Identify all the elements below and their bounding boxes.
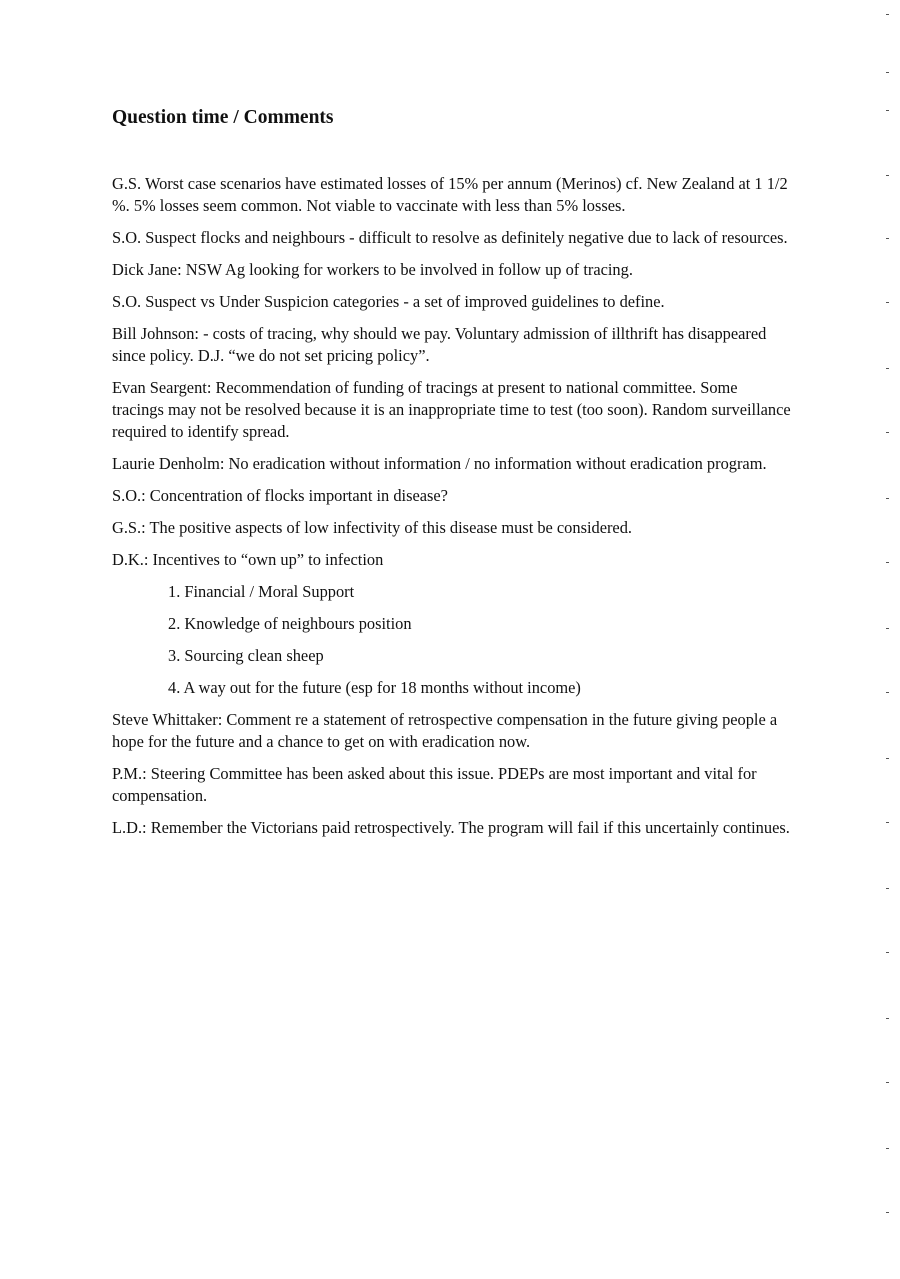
list-item: 1. Financial / Moral Support (168, 582, 355, 601)
scan-edge-artifacts (880, 0, 900, 1279)
comment-paragraph: S.O.: Concentration of flocks important in disease? (112, 486, 448, 505)
incentives-list (112, 581, 792, 699)
comment-paragraph: Laurie Denholm: No eradication without information / no information without eradication program. (112, 454, 767, 473)
list-item: 4. A way out for the future (esp for 18 months without income) (168, 678, 581, 697)
comment-paragraph: S.O. Suspect vs Under Suspicion categories - a set of improved guidelines to define. (112, 292, 665, 311)
page-title: Question time / Comments (112, 107, 334, 128)
comment-paragraph: L.D.: Remember the Victorians paid retrospectively. The program will fail if this uncertainly continues. (112, 818, 790, 837)
comment-paragraph: G.S.: The positive aspects of low infectivity of this disease must be considered. (112, 518, 633, 537)
comment-paragraph: S.O. Suspect flocks and neighbours - difficult to resolve as definitely negative due to lack of resources. (112, 228, 788, 247)
comment-paragraph: Evan Seargent: Recommendation of funding of tracings at present to national committee. Some tracings may not be resolved because it is an inappropriate time to test (too soon). Random surveillance required to identify spread. (112, 378, 791, 441)
comment-paragraph: Steve Whittaker: Comment re a statement of retrospective compensation in the future giving people a hope for the future and a chance to get on with eradication now. (112, 710, 778, 751)
comment-paragraph: G.S. Worst case scenarios have estimated losses of 15% per annum (Merinos) cf. New Zealand at 1 1/2 %. 5% losses seem common. Not viable to vaccinate with less than 5% losses. (112, 174, 788, 215)
list-item: 3. Sourcing clean sheep (168, 646, 324, 665)
comments-body (112, 173, 792, 839)
document-content (112, 104, 792, 849)
list-item: 2. Knowledge of neighbours position (168, 614, 412, 633)
comment-paragraph: Dick Jane: NSW Ag looking for workers to be involved in follow up of tracing. (112, 260, 633, 279)
comment-paragraph: D.K.: Incentives to “own up” to infection (112, 550, 384, 569)
comment-paragraph: P.M.: Steering Committee has been asked about this issue. PDEPs are most important and vital for compensation. (112, 764, 757, 805)
comment-paragraph: Bill Johnson: - costs of tracing, why should we pay. Voluntary admission of illthrift has disappeared since policy. D.J. “we do not set pricing policy”. (112, 324, 767, 365)
